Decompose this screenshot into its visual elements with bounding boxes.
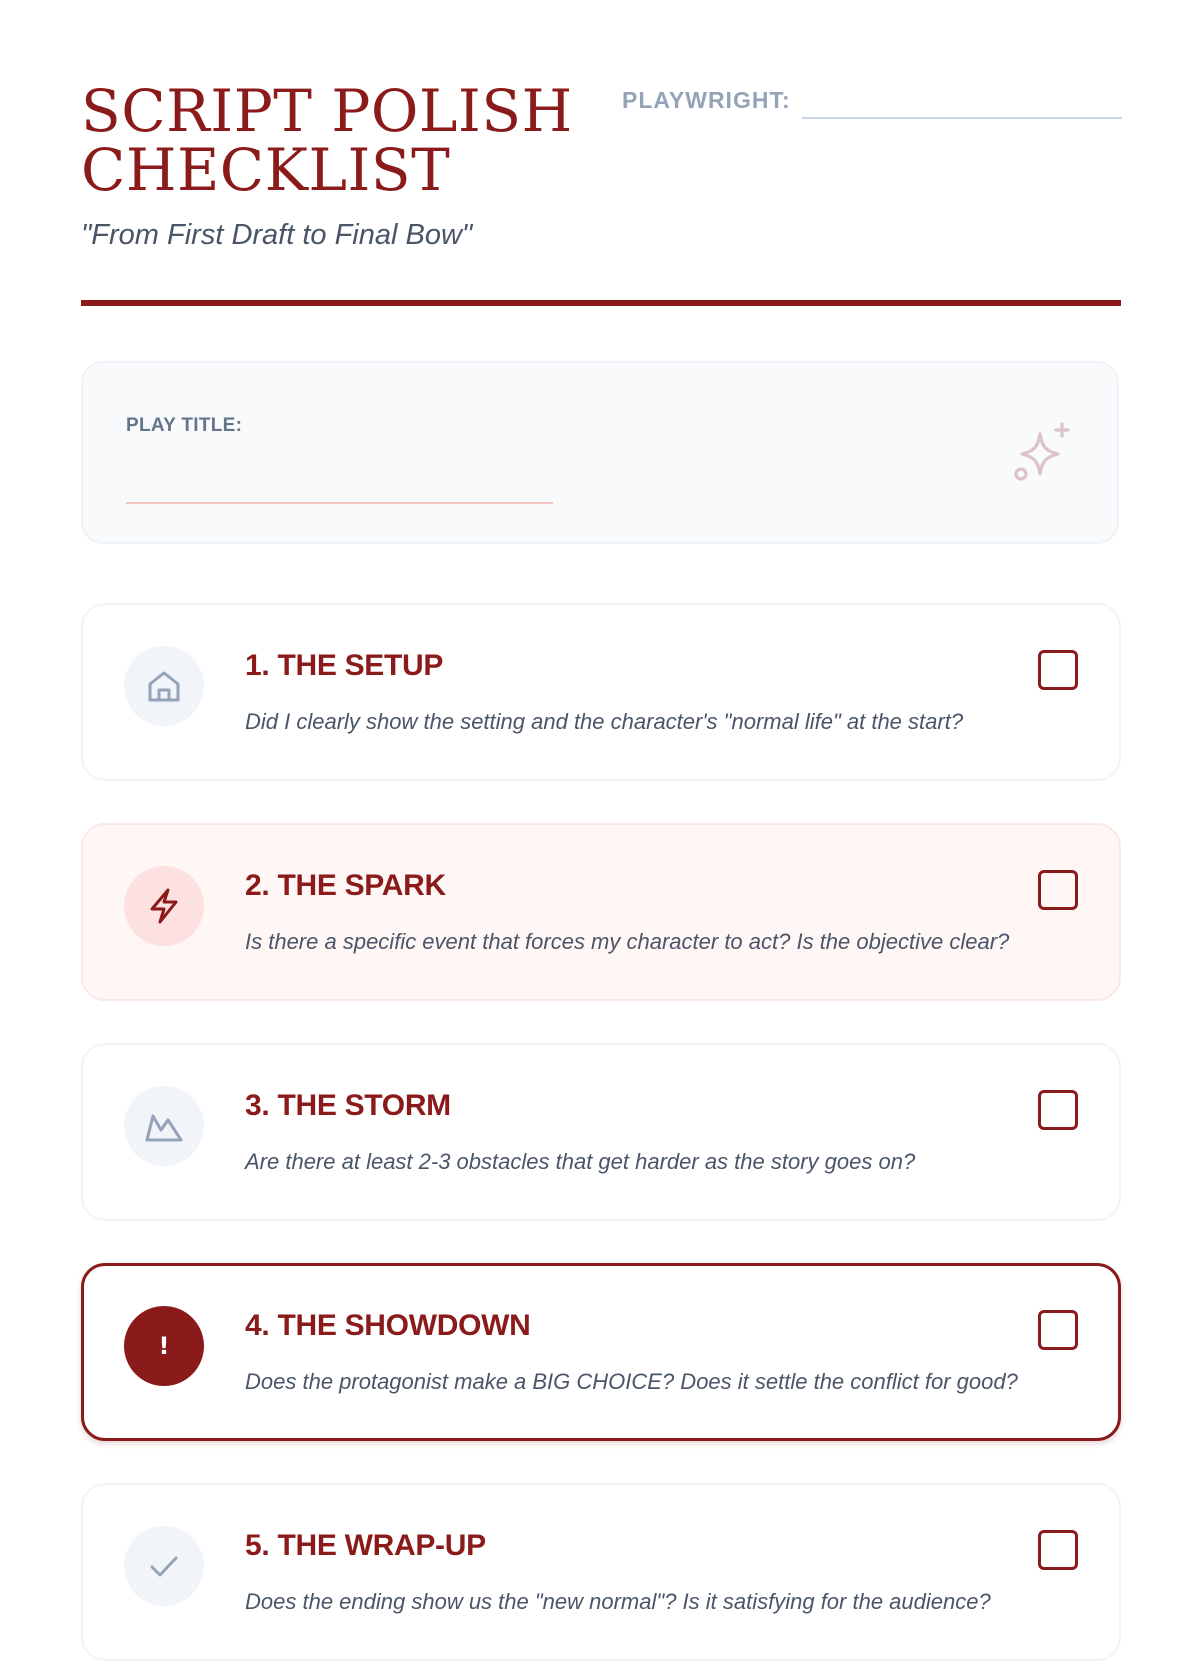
checklist-item-description: Are there at least 2-3 obstacles that get harder as the story goes on?	[245, 1149, 916, 1174]
checklist-item-storm	[81, 1043, 1121, 1221]
playwright-label: PLAYWRIGHT:	[622, 87, 791, 113]
spark-checkbox[interactable]	[1038, 870, 1078, 910]
setup-icon-badge	[124, 646, 204, 726]
playwright-field	[622, 87, 1121, 121]
play-title-label: PLAY TITLE:	[126, 415, 243, 436]
checklist-item-description: Is there a specific event that forces my character to act? Is the objective clear?	[245, 929, 1010, 954]
wrap-up-icon-badge	[124, 1526, 204, 1606]
showdown-checkbox[interactable]	[1038, 1310, 1078, 1350]
checklist-item-title: 4. THE SHOWDOWN	[245, 1309, 531, 1342]
header-divider	[81, 300, 1121, 306]
mountain-icon	[143, 1106, 185, 1146]
storm-checkbox[interactable]	[1038, 1090, 1078, 1130]
spark-icon-badge	[124, 866, 204, 946]
checklist-item-title: 3. THE STORM	[245, 1089, 451, 1122]
page-title-line-1: SCRIPT POLISH	[81, 77, 573, 145]
setup-checkbox[interactable]	[1038, 650, 1078, 690]
lightning-icon	[144, 886, 184, 926]
checklist-item-title: 5. THE WRAP-UP	[245, 1529, 486, 1562]
home-icon	[144, 666, 184, 706]
checklist-item-wrap-up	[81, 1483, 1121, 1661]
checklist-item-title: 1. THE SETUP	[245, 649, 444, 682]
playwright-input-line[interactable]	[802, 117, 1122, 119]
checklist-item-showdown	[81, 1263, 1121, 1441]
checklist-item-description: Does the ending show us the "new normal"? Is it satisfying for the audience?	[245, 1589, 991, 1614]
checklist-page	[81, 0, 1121, 1614]
page-title-line-2: CHECKLIST	[81, 136, 451, 204]
page-title	[81, 77, 573, 204]
checklist-item-title: 2. THE SPARK	[245, 869, 446, 902]
checklist-item-spark	[81, 823, 1121, 1001]
checklist-item-description: Did I clearly show the setting and the character's "normal life" at the start?	[245, 709, 964, 734]
checklist-item-setup	[81, 603, 1121, 781]
play-title-input-line[interactable]	[126, 502, 553, 504]
check-icon	[144, 1546, 184, 1586]
page-subtitle: "From First Draft to Final Bow"	[81, 219, 473, 251]
alert-icon: !	[124, 1306, 204, 1386]
play-title-panel	[81, 361, 1119, 544]
wrap-up-checkbox[interactable]	[1038, 1530, 1078, 1570]
storm-icon-badge	[124, 1086, 204, 1166]
checklist-item-description: Does the protagonist make a BIG CHOICE? Does it settle the conflict for good?	[245, 1369, 1018, 1394]
sparkle-icon	[1013, 422, 1077, 486]
